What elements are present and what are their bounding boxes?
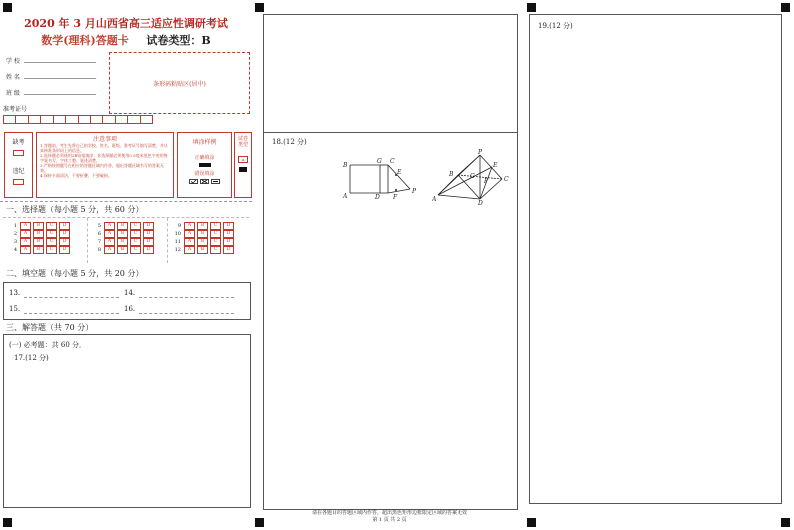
- choice-group-3: [171, 222, 247, 254]
- paper-type-heading: 试卷类型：B: [146, 34, 211, 47]
- q19-label: 19.(12 分): [538, 22, 573, 30]
- figure-label: E: [493, 162, 498, 169]
- choice-row: 5 A B C D: [91, 222, 167, 230]
- wrong-fill-dash-icon: [211, 179, 220, 184]
- option-bubble[interactable]: C: [130, 222, 141, 230]
- figure-label: E: [397, 169, 402, 176]
- name-field[interactable]: [24, 78, 96, 79]
- option-bubble[interactable]: C: [210, 246, 221, 254]
- choice-row: 1 A B C D: [7, 222, 83, 230]
- option-bubble[interactable]: C: [46, 238, 57, 246]
- paper-type-label: 试卷类型: [238, 136, 249, 148]
- barcode-area-label: 条形码粘贴区(居中): [153, 81, 206, 88]
- q18-planar-figure: [340, 157, 420, 199]
- option-bubble[interactable]: A: [104, 246, 115, 254]
- option-bubble[interactable]: D: [59, 238, 70, 246]
- absent-checkbox[interactable]: [13, 150, 24, 156]
- school-field[interactable]: [24, 62, 96, 63]
- note-item: 2.选择题必须使用2B铅笔填涂；非选择题必须使用0.5毫米黑色字迹的签字笔书写，字体工整、笔迹清楚。: [40, 153, 168, 163]
- q19-answer-area[interactable]: [529, 14, 782, 504]
- option-bubble[interactable]: B: [117, 230, 128, 238]
- option-bubble[interactable]: C: [210, 222, 221, 230]
- figure-label: G: [470, 173, 475, 180]
- figure-label: F: [484, 178, 489, 185]
- option-bubble[interactable]: C: [130, 246, 141, 254]
- choice-row: 6 A B C D: [91, 230, 167, 238]
- option-bubble[interactable]: C: [46, 222, 57, 230]
- sheet-title: 2020 年 3 月山西省高三适应性调研考试: [24, 17, 228, 30]
- option-bubble[interactable]: B: [33, 230, 44, 238]
- q18-solid-figure: [432, 149, 516, 205]
- option-bubble[interactable]: D: [143, 246, 154, 254]
- paper-type-option-b-filled[interactable]: [239, 167, 247, 172]
- option-bubble[interactable]: A: [20, 230, 31, 238]
- footer-notice: 请在各题目的答题区域内作答，超出黑色矩形边框限定区域的答案无效: [311, 510, 467, 516]
- figure-label: G: [377, 158, 382, 165]
- fill-example-box: [177, 132, 232, 198]
- figure-label: D: [375, 194, 380, 199]
- notes-box: [36, 132, 174, 198]
- option-bubble[interactable]: B: [33, 246, 44, 254]
- class-label: 班 级: [6, 90, 20, 97]
- name-label: 姓 名: [6, 74, 20, 81]
- choice-row: 10 A B C D: [171, 230, 247, 238]
- fill-in-area: [3, 282, 251, 320]
- choice-area: [3, 217, 249, 263]
- note-item: 1.答题前，考生先将自己的学校、姓名、班级、准考证号填写清楚，并认真核准条形码上的信息。: [40, 143, 168, 153]
- correct-fill-label: 正确填涂: [194, 155, 215, 161]
- required-section-label: (一) 必考题：共 60 分．: [9, 341, 87, 349]
- status-box: [4, 132, 33, 198]
- section2-title: 二、填空题（每小题 5 分，共 20 分）: [6, 269, 144, 278]
- q13-label: 13.: [9, 289, 21, 297]
- figure-label: A: [432, 196, 437, 203]
- figure-label: P: [478, 149, 483, 156]
- option-bubble[interactable]: B: [197, 230, 208, 238]
- choice-row: 12 A B C D: [171, 246, 247, 254]
- figure-label: C: [390, 158, 395, 165]
- option-bubble[interactable]: A: [184, 246, 195, 254]
- class-field[interactable]: [24, 94, 96, 95]
- option-bubble[interactable]: C: [46, 230, 57, 238]
- option-bubble[interactable]: D: [59, 246, 70, 254]
- q14-answer-line[interactable]: [139, 297, 234, 298]
- wrong-fill-cross-icon: [200, 179, 209, 184]
- registration-mark-bottom-mid2: [527, 518, 536, 527]
- choice-row: 3 A B C D: [7, 238, 83, 246]
- option-bubble[interactable]: C: [210, 230, 221, 238]
- violation-label: 违纪: [12, 168, 25, 175]
- option-bubble[interactable]: A: [184, 238, 195, 246]
- q18-label: 18.(12 分): [272, 138, 307, 146]
- option-bubble[interactable]: C: [210, 238, 221, 246]
- violation-checkbox[interactable]: [13, 179, 24, 185]
- option-bubble[interactable]: B: [117, 238, 128, 246]
- choice-row: 7 A B C D: [91, 238, 167, 246]
- option-bubble[interactable]: D: [143, 230, 154, 238]
- figure-label: B: [449, 171, 454, 178]
- absent-label: 缺考: [12, 139, 25, 146]
- q16-answer-line[interactable]: [139, 313, 234, 314]
- sheet-subtitle: 数学(理科)答题卡: [41, 34, 129, 47]
- option-bubble[interactable]: D: [223, 230, 234, 238]
- note-item: 3.严格按照题号在相应的答题区域内作答，超出答题区域书写的答案无效。: [40, 163, 164, 173]
- q17-label: 17.(12 分): [14, 354, 49, 362]
- registration-mark-top-mid: [255, 3, 264, 12]
- paper-type-option-a[interactable]: A: [238, 156, 248, 163]
- wrong-fill-check-icon: [189, 179, 198, 184]
- wrong-fill-label: 错误填涂: [194, 171, 215, 177]
- option-bubble[interactable]: B: [197, 238, 208, 246]
- option-bubble[interactable]: D: [223, 222, 234, 230]
- section1-title: 一、选择题（每小题 5 分，共 60 分）: [6, 205, 144, 214]
- option-bubble[interactable]: B: [33, 238, 44, 246]
- figure-label: C: [504, 176, 509, 183]
- figure-label: B: [343, 162, 348, 169]
- school-label: 学 校: [6, 58, 20, 65]
- q18-answer-area[interactable]: [263, 14, 518, 510]
- section3-title: 三、解答题（共 70 分）: [6, 323, 94, 332]
- choice-group-1: [7, 222, 83, 254]
- option-bubble[interactable]: C: [46, 246, 57, 254]
- q15-answer-line[interactable]: [24, 313, 119, 314]
- option-bubble[interactable]: B: [117, 246, 128, 254]
- option-bubble[interactable]: A: [104, 222, 115, 230]
- option-bubble[interactable]: B: [197, 246, 208, 254]
- paper-type-box: [234, 132, 252, 198]
- option-bubble[interactable]: B: [197, 222, 208, 230]
- answer-sheet-column-1: [0, 0, 252, 530]
- registration-mark-top-right: [781, 3, 790, 12]
- choice-row: 4 A B C D: [7, 246, 83, 254]
- q13-answer-line[interactable]: [24, 297, 119, 298]
- option-bubble[interactable]: B: [33, 222, 44, 230]
- option-bubble[interactable]: A: [104, 230, 115, 238]
- option-bubble[interactable]: D: [59, 222, 70, 230]
- wrong-fill-samples: [178, 179, 231, 184]
- choice-row: 2 A B C D: [7, 230, 83, 238]
- q16-label: 16.: [124, 305, 136, 313]
- option-bubble[interactable]: C: [130, 238, 141, 246]
- option-bubble[interactable]: D: [143, 238, 154, 246]
- page-number: 第 1 页 共 2 页: [372, 517, 407, 523]
- q15-label: 15.: [9, 305, 21, 313]
- option-bubble[interactable]: C: [130, 230, 141, 238]
- exam-id-label: 准考证号: [3, 106, 28, 113]
- option-bubble[interactable]: A: [104, 238, 115, 246]
- figure-label: D: [478, 200, 483, 205]
- figure-label: A: [343, 193, 348, 199]
- option-bubble[interactable]: D: [143, 222, 154, 230]
- option-bubble[interactable]: A: [184, 222, 195, 230]
- registration-mark-bottom-right: [781, 518, 790, 527]
- q17-answer-area[interactable]: [3, 334, 251, 508]
- option-bubble[interactable]: D: [59, 230, 70, 238]
- option-bubble[interactable]: D: [223, 238, 234, 246]
- option-bubble[interactable]: D: [223, 246, 234, 254]
- figure-label: F: [393, 194, 398, 199]
- choice-row: 8 A B C D: [91, 246, 167, 254]
- option-bubble[interactable]: A: [20, 222, 31, 230]
- choice-group-2: [91, 222, 167, 254]
- fill-example-heading: 填涂样例: [192, 139, 217, 146]
- choice-row: 11 A B C D: [171, 238, 247, 246]
- correct-fill-sample: [199, 163, 211, 167]
- figure-label: P: [412, 188, 417, 195]
- option-bubble[interactable]: A: [20, 246, 31, 254]
- choice-row: 9 A B C D: [171, 222, 247, 230]
- option-bubble[interactable]: A: [184, 230, 195, 238]
- note-item: 4.保持卡面清洁，不要折叠，不要破损。: [40, 173, 112, 178]
- q14-label: 14.: [124, 289, 136, 297]
- option-bubble[interactable]: B: [117, 222, 128, 230]
- exam-id-boxes[interactable]: [3, 115, 153, 124]
- barcode-area: [109, 52, 250, 114]
- option-bubble[interactable]: A: [20, 238, 31, 246]
- notes-heading: 注意事项: [92, 136, 117, 143]
- registration-mark-top-mid2: [527, 3, 536, 12]
